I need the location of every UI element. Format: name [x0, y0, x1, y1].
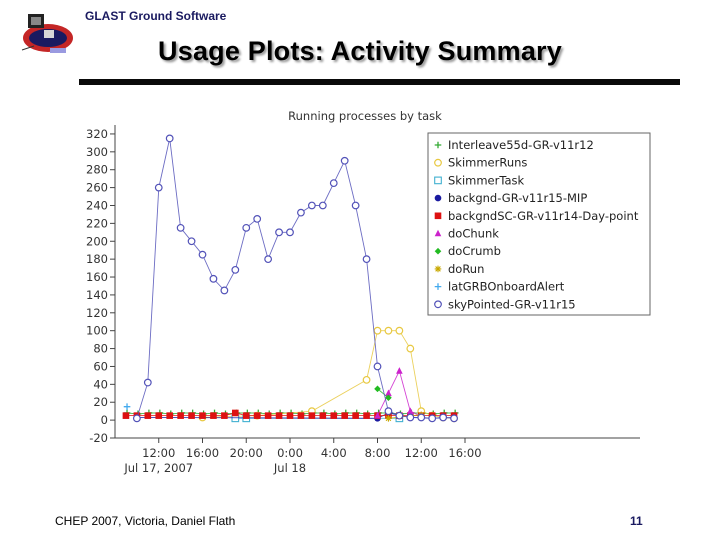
legend-label: SkimmerRuns	[448, 155, 528, 170]
series-9-point	[155, 184, 162, 191]
org-label: GLAST Ground Software	[85, 9, 227, 23]
series-1-line	[203, 331, 455, 419]
legend-label: skyPointed-GR-v11r15	[448, 297, 576, 312]
series-9-point	[451, 415, 458, 422]
y-tick-label: 80	[93, 341, 108, 356]
series-9-point	[385, 408, 392, 415]
series-5-point	[407, 407, 414, 414]
series-9-point	[254, 216, 261, 223]
series-9-point	[221, 287, 228, 294]
series-4-point	[298, 412, 305, 419]
series-1-point	[374, 327, 381, 334]
x-tick-label: 8:00	[364, 446, 391, 460]
series-9-point	[134, 415, 141, 422]
series-9-point	[298, 209, 305, 216]
series-4-point	[363, 412, 370, 419]
legend-marker	[435, 301, 442, 308]
series-9-point	[287, 229, 294, 236]
series-4-point	[352, 412, 359, 419]
series-9-point	[309, 202, 316, 209]
legend-marker	[435, 195, 442, 202]
chart-svg	[80, 105, 660, 485]
series-9-point	[320, 202, 327, 209]
legend-label: backgnd-GR-v11r15-MIP	[448, 191, 588, 206]
series-4-point	[123, 412, 130, 419]
legend-marker	[435, 177, 442, 184]
y-tick-label: 260	[86, 180, 108, 195]
y-tick-label: 300	[86, 144, 108, 159]
y-tick-label: 60	[93, 359, 108, 374]
y-tick-label: -20	[89, 431, 108, 445]
series-9-point	[341, 157, 348, 164]
x-tick-label: 12:00	[142, 446, 176, 460]
x-tick-label: 16:00	[448, 446, 482, 460]
series-1-point	[407, 345, 414, 352]
series-9-point	[232, 267, 239, 274]
x-tick-label: 12:00	[404, 446, 438, 460]
activity-chart	[80, 105, 660, 485]
y-tick-label: 200	[86, 234, 108, 249]
footer-credit: CHEP 2007, Victoria, Daniel Flath	[55, 514, 236, 528]
series-9-point	[276, 229, 283, 236]
series-9-point	[440, 414, 447, 421]
legend-label: doCrumb	[448, 244, 501, 259]
series-4-point	[199, 412, 206, 419]
y-tick-label: 220	[86, 216, 108, 231]
series-9-point	[418, 414, 425, 421]
series-4-point	[265, 412, 272, 419]
series-1-point	[363, 377, 370, 384]
series-1-point	[396, 327, 403, 334]
page-number: 11	[630, 514, 643, 528]
legend-marker	[435, 159, 442, 166]
series-9-point	[429, 415, 436, 422]
series-4-point	[221, 412, 228, 419]
series-4-point	[155, 412, 162, 419]
series-9-point	[166, 135, 173, 142]
legend-label: latGRBOnboardAlert	[448, 279, 565, 294]
series-9-point	[265, 256, 272, 263]
legend-label: backgndSC-GR-v11r14-Day-point	[448, 208, 639, 223]
legend-marker	[435, 213, 442, 220]
series-1-point	[385, 327, 392, 334]
series-9-point	[363, 256, 370, 263]
series-9-point	[188, 238, 195, 245]
legend-label: Interleave55d-GR-v11r12	[448, 138, 594, 152]
y-tick-label: 100	[86, 323, 108, 338]
series-9-point	[210, 276, 217, 283]
series-4-point	[145, 412, 152, 419]
series-4-point	[254, 412, 261, 419]
title-divider	[79, 79, 680, 85]
series-4-point	[276, 412, 283, 419]
series-4-point	[309, 412, 316, 419]
series-9-point	[396, 412, 403, 419]
y-tick-label: 40	[93, 377, 108, 392]
x-tick-sublabel: Jul 17, 2007	[124, 461, 194, 475]
series-4-point	[177, 412, 184, 419]
legend-label: doChunk	[448, 226, 499, 241]
y-tick-label: 140	[86, 287, 108, 302]
series-9-point	[352, 202, 359, 209]
series-9-point	[374, 363, 381, 370]
series-4-point	[188, 412, 195, 419]
legend-label: doRun	[448, 261, 485, 276]
y-tick-label: 20	[93, 395, 108, 410]
x-tick-label: 20:00	[229, 446, 263, 460]
slide-title: Usage Plots: Activity Summary	[158, 36, 562, 66]
y-tick-label: 160	[86, 270, 108, 285]
series-9-point	[199, 251, 206, 258]
series-4-point	[341, 412, 348, 419]
series-5-point	[396, 367, 403, 374]
series-4-point	[210, 412, 217, 419]
series-4-point	[320, 412, 327, 419]
series-4-point	[243, 412, 250, 419]
x-tick-label: 0:00	[277, 446, 303, 460]
series-9-point	[177, 225, 184, 232]
series-4-point	[287, 412, 294, 419]
y-tick-label: 240	[86, 198, 108, 213]
series-4-point	[166, 412, 173, 419]
series-9-point	[145, 379, 152, 386]
y-tick-label: 180	[86, 252, 108, 267]
series-8-point	[124, 403, 131, 410]
series-4-point	[330, 412, 337, 419]
series-9-line	[137, 138, 454, 418]
series-9-point	[407, 414, 414, 421]
y-tick-label: 280	[86, 162, 108, 177]
x-tick-label: 4:00	[320, 446, 347, 460]
chart-title: Running processes by task	[288, 109, 442, 123]
series-9-point	[243, 225, 250, 232]
series-9-point	[330, 180, 337, 187]
y-tick-label: 320	[86, 126, 108, 141]
y-tick-label: 120	[86, 305, 108, 320]
legend-marker	[435, 266, 442, 273]
x-tick-sublabel: Jul 18	[273, 461, 307, 475]
legend-label: SkimmerTask	[448, 173, 525, 188]
series-4-point	[232, 410, 239, 417]
y-tick-label: 0	[100, 413, 108, 428]
series-7-point	[385, 415, 392, 422]
x-tick-label: 16:00	[185, 446, 220, 460]
